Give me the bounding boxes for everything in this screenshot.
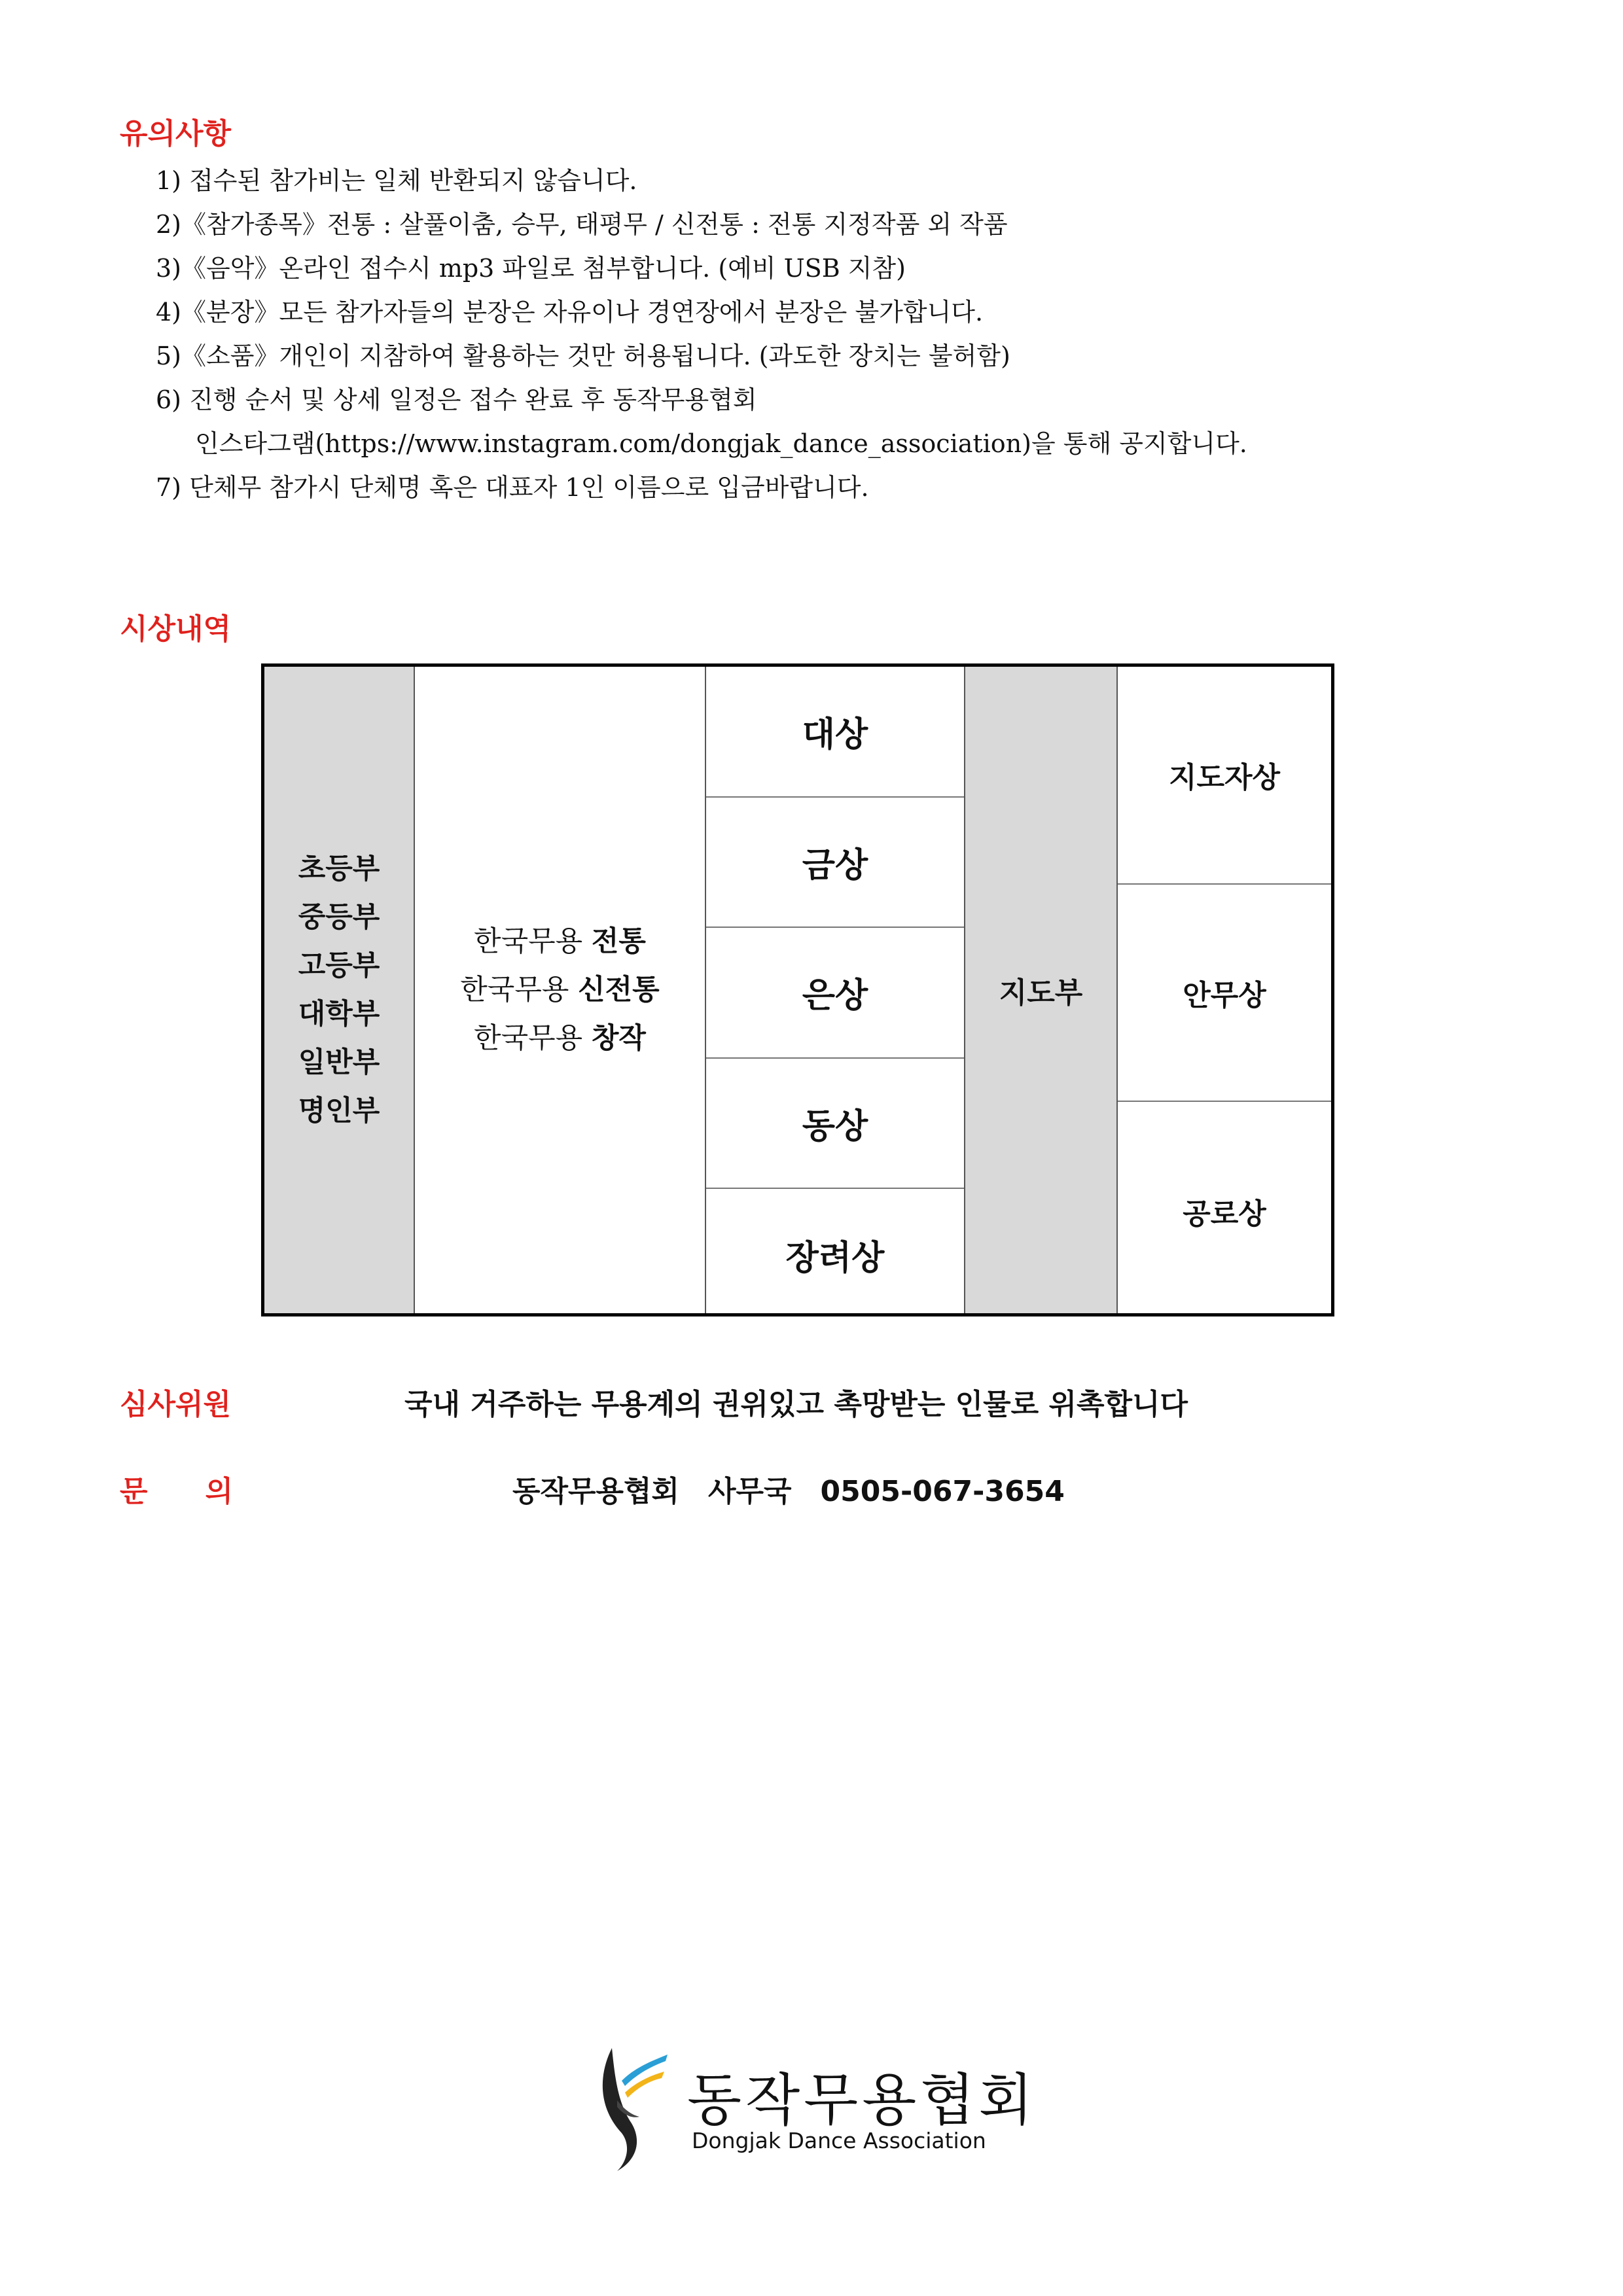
genre-prefix: 한국무용 [474, 1022, 583, 1055]
guide-prize-cell: 지도자상 [1118, 667, 1331, 885]
prize-cell: 금상 [706, 798, 964, 928]
judges-text: 국내 거주하는 무용계의 권위있고 촉망받는 인물로 위촉합니다 [404, 1388, 1188, 1421]
notice-item: 4)《분장》모든 참가자들의 분장은 자유이나 경연장에서 분장은 불가합니다. [156, 298, 984, 327]
division-label: 초등부 [298, 853, 380, 885]
dancer-mark-icon [586, 2041, 684, 2172]
genre-prefix: 한국무용 [460, 974, 569, 1006]
genre-prefix: 한국무용 [474, 925, 583, 958]
judges-label: 심사위원 [120, 1388, 232, 1421]
notices-title: 유의사항 [120, 117, 232, 150]
prize-cell: 대상 [706, 667, 964, 798]
notices-list [156, 159, 1247, 510]
association-logo [586, 2041, 1037, 2172]
awards-title: 시상내역 [120, 612, 232, 646]
genre-line [460, 917, 659, 966]
prize-column [706, 667, 965, 1313]
genre-column [415, 667, 706, 1313]
contact-text: 동작무용협회 사무국 0505-067-3654 [512, 1475, 1065, 1508]
logo-name-ko: 동작무용협회 [687, 2068, 1037, 2133]
genre-name: 신전통 [578, 974, 660, 1006]
notice-item: 1) 접수된 참가비는 일체 반환되지 않습니다. [156, 166, 637, 195]
notice-item: 7) 단체무 참가시 단체명 혹은 대표자 1인 이름으로 입금바랍니다. [156, 473, 869, 502]
awards-table [261, 663, 1334, 1316]
prize-cell: 은상 [706, 928, 964, 1059]
division-label: 대학부 [298, 998, 380, 1031]
division-label: 명인부 [298, 1095, 380, 1127]
genre-line [460, 966, 659, 1014]
notice-item: 2)《참가종목》전통 : 살풀이춤, 승무, 태평무 / 신전통 : 전통 지정작품 외 작품 [156, 210, 1008, 239]
logo-name-en: Dongjak Dance Association [692, 2128, 986, 2153]
genre-line [460, 1014, 659, 1063]
genre-name: 창작 [591, 1022, 646, 1055]
guide-prize-cell: 공로상 [1183, 1197, 1266, 1231]
prize-cell: 동상 [706, 1059, 964, 1190]
guide-division-cell: 지도부 [965, 667, 1118, 1313]
notice-item: 6) 진행 순서 및 상세 일정은 접수 완료 후 동작무용협회 [156, 385, 757, 414]
guide-prize-cell: 안무상 [1118, 885, 1331, 1103]
notice-item: 3)《음악》온라인 접수시 mp3 파일로 첨부합니다. (예비 USB 지참) [156, 254, 906, 283]
genre-name: 전통 [591, 925, 646, 958]
division-column [264, 667, 415, 1313]
prize-cell: 장려상 [785, 1238, 885, 1278]
division-label: 일반부 [298, 1046, 380, 1079]
contact-label: 문 의 [120, 1475, 234, 1508]
division-label: 고등부 [298, 949, 380, 982]
guide-prize-column [1118, 667, 1331, 1313]
division-label: 중등부 [298, 901, 380, 934]
notice-item-continuation: 인스타그램(https://www.instagram.com/dongjak_dance_association)을 통해 공지합니다. [195, 429, 1247, 458]
notice-item: 5)《소품》개인이 지참하여 활용하는 것만 허용됩니다. (과도한 장치는 불허함) [156, 342, 1010, 370]
